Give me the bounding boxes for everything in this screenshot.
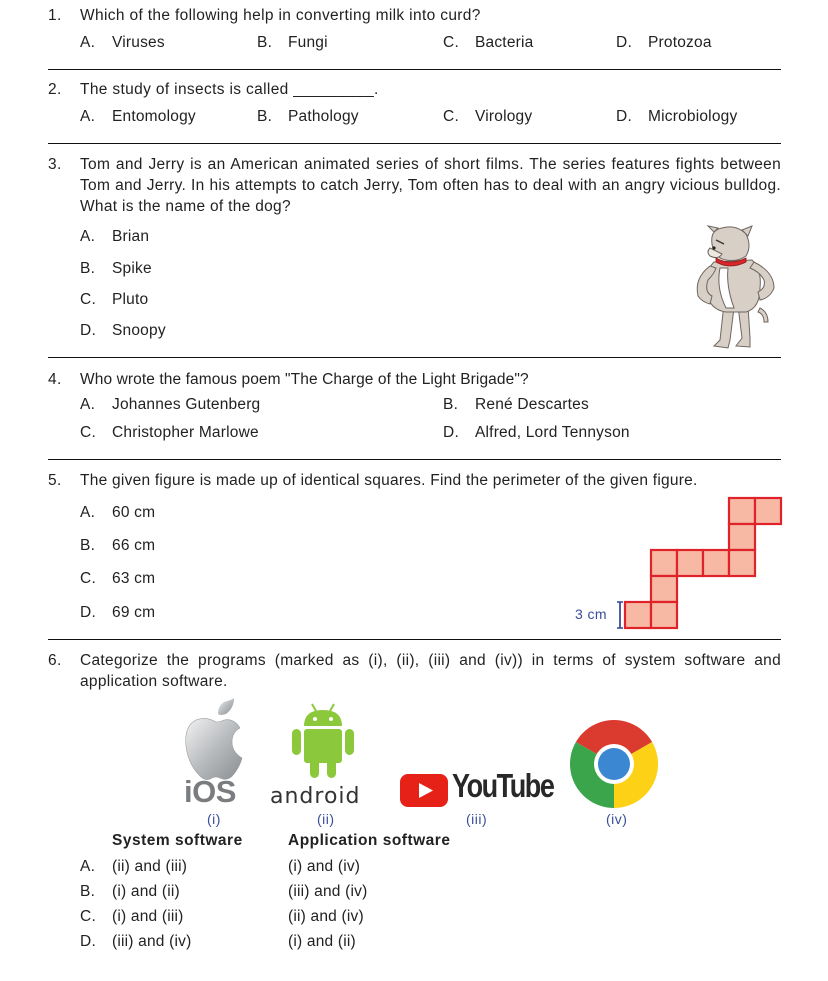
question-text: Categorize the programs (marked as (i), (ii), (iii) and (iv)) in terms of system software and application software. [80,652,781,690]
youtube-logo-icon [400,767,554,808]
youtube-wordmark: YouTube [452,767,554,804]
divider [48,143,781,144]
column-header-system: System software [112,832,243,849]
youtube-play-icon [400,774,448,807]
option-d[interactable]: Protozoa [648,34,712,51]
figure-square [703,550,729,576]
option-letter: C. [443,34,460,51]
question-text: Which of the following help in converting milk into curd? [80,7,481,24]
option-b[interactable]: Spike [112,260,152,277]
option-letter: C. [80,908,97,925]
option-letter: D. [80,933,97,950]
logo-caption: (i) [207,811,221,827]
option-c[interactable]: Christopher Marlowe [112,424,259,441]
chrome-logo-icon [570,720,658,808]
option-a[interactable]: Entomology [112,108,196,125]
question-number: 4. [48,371,62,388]
option-d[interactable]: Microbiology [648,108,738,125]
option-letter: D. [443,424,460,441]
question-text: The study of insects is called _________. [80,81,379,98]
option-system: (i) and (iii) [112,908,184,925]
android-wordmark: android [270,784,361,809]
question-text: The given figure is made up of identical squares. Find the perimeter of the given figure. [80,472,698,489]
figure-square [729,524,755,550]
figure-square [729,550,755,576]
figure-square [625,602,651,628]
divider [48,69,781,70]
question-number: 3. [48,156,62,173]
option-a[interactable]: Brian [112,228,150,245]
logo-caption: (iv) [606,811,628,827]
option-letter: A. [80,108,96,125]
question-number: 5. [48,472,62,489]
option-letter: B. [257,108,273,125]
option-a[interactable]: Johannes Gutenberg [112,396,261,413]
figure-square [677,550,703,576]
android-robot-icon [290,702,356,780]
option-letter: A. [80,858,96,875]
dimension-label: 3 cm [575,606,607,622]
apple-ios-logo-icon [180,698,252,810]
option-c[interactable]: Bacteria [475,34,534,51]
android-logo-icon [268,702,382,812]
option-letter: B. [80,537,96,554]
option-letter: C. [443,108,460,125]
option-letter: B. [80,883,96,900]
figure-square [755,498,781,524]
dimension-bracket-icon [616,601,624,629]
question-number: 2. [48,81,62,98]
apple-icon [180,698,252,782]
option-application: (i) and (ii) [288,933,356,950]
option-d[interactable]: Snoopy [112,322,166,339]
divider [48,639,781,640]
option-b[interactable]: René Descartes [475,396,589,413]
option-b[interactable]: Pathology [288,108,359,125]
question-text: Who wrote the famous poem "The Charge of the Light Brigade"? [80,371,529,388]
option-d[interactable]: Alfred, Lord Tennyson [475,424,630,441]
figure-square [651,602,677,628]
option-d[interactable]: 69 cm [112,604,156,621]
option-letter: B. [80,260,96,277]
option-letter: A. [80,396,96,413]
option-letter: D. [80,604,97,621]
option-application: (iii) and (iv) [288,883,368,900]
option-letter: D. [616,108,633,125]
question-number: 1. [48,7,62,24]
option-letter: B. [257,34,273,51]
option-system: (iii) and (iv) [112,933,192,950]
option-letter: C. [80,291,97,308]
option-c[interactable]: 63 cm [112,570,156,587]
option-application: (ii) and (iv) [288,908,364,925]
bulldog-cartoon-icon [690,222,782,352]
divider [48,357,781,358]
figure-square [729,498,755,524]
option-letter: C. [80,570,97,587]
option-letter: B. [443,396,459,413]
option-b[interactable]: 66 cm [112,537,156,554]
figure-square [651,576,677,602]
option-a[interactable]: Viruses [112,34,165,51]
logo-caption: (iii) [466,811,488,827]
question-text: Tom and Jerry is an American animated series of short films. The series features fights between Tom and Jerry. In his attempts to catch Jerry, Tom often has to deal with an angry vicious bulldog. What is the name of the dog? [80,156,781,215]
option-letter: D. [80,322,97,339]
figure-square [651,550,677,576]
option-system: (ii) and (iii) [112,858,188,875]
option-application: (i) and (iv) [288,858,361,875]
logo-caption: (ii) [317,811,335,827]
column-header-application: Application software [288,832,451,849]
option-c[interactable]: Pluto [112,291,149,308]
option-letter: C. [80,424,97,441]
option-b[interactable]: Fungi [288,34,328,51]
option-letter: A. [80,228,96,245]
option-a[interactable]: 60 cm [112,504,156,521]
squares-figure [615,494,785,630]
option-letter: A. [80,504,96,521]
ios-wordmark: iOS [184,774,236,809]
option-system: (i) and (ii) [112,883,180,900]
divider [48,459,781,460]
option-letter: A. [80,34,96,51]
option-c[interactable]: Virology [475,108,533,125]
question-number: 6. [48,652,62,669]
option-letter: D. [616,34,633,51]
